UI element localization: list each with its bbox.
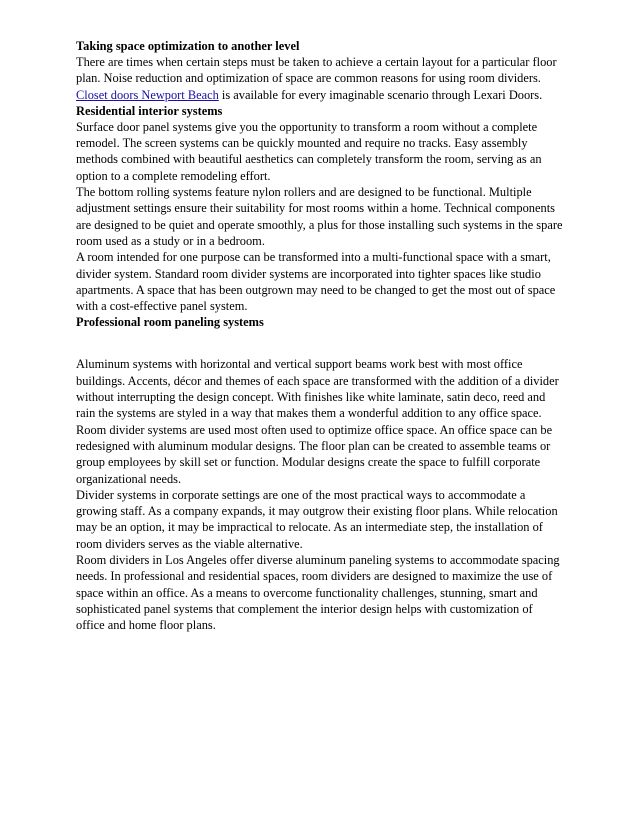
paragraph-los-angeles-dividers: Room dividers in Los Angeles offer diverse aluminum paneling systems to accommodate spacing needs. In professional and residential spaces, room dividers are designed to maximize the use of space within an office. As a means to overcome functionality challenges, stunning, smart and sophisticated panel systems that complement the interior design helps with customization of office and home floor plans.: [76, 553, 560, 633]
paragraph-text: is available for every imaginable scenario through Lexari Doors.: [218, 87, 543, 102]
paragraph-text: There are times when certain steps must be taken to achieve a certain layout for a particular floor plan. Noise reduction and optimization of space are common reasons for using room dividers.: [76, 55, 557, 86]
section-heading-residential: Residential interior systems: [76, 103, 223, 118]
paragraph-surface-door-panels: Surface door panel systems give you the opportunity to transform a room without a complete remodel. The screen systems can be quickly mounted and require no tracks. Easy assembly methods combined with beautiful aesthetics can completely transform the room, serving as an option to a complete remodeling effort.: [76, 119, 542, 183]
section-heading-professional: Professional room paneling systems: [76, 315, 264, 330]
paragraph-corporate-settings: Divider systems in corporate settings are one of the most practical ways to accommodate a growing staff. As a company expands, it may outgrow their existing floor plans. While relocation may be an option, it may be impractical to relocate. As an intermediate step, the installation of room dividers serves as the viable alternative.: [76, 487, 558, 551]
paragraph-multi-functional-space: A room intended for one purpose can be transformed into a multi-functional space with a smart, divider system. Standard room divider systems are incorporated into tighter spaces like studio apartments. A space that has been outgrown may need to be changed to get the most out of space with a cost-effective panel system.: [76, 250, 556, 314]
section-heading-space-optimization: Taking space optimization to another level: [76, 39, 300, 53]
closet-doors-link[interactable]: Closet doors Newport Beach: [76, 87, 219, 102]
paragraph-office-space: Room divider systems are used most often used to optimize office space. An office space can be redesigned with aluminum modular designs. The floor plan can be created to assemble teams or group employees by skill set or function. Modular designs create the space to fulfill corporate organizational needs.: [76, 422, 553, 486]
document-page: [76, 38, 564, 634]
paragraph-space-optimization: [76, 54, 564, 103]
paragraph-bottom-rolling-systems: The bottom rolling systems feature nylon rollers and are designed to be functional. Multiple adjustment settings ensure their suitability for most rooms within a home. Technical components are designed to be quiet and operate smoothly, a plus for those installing such systems in the spare room used as a study or in a bedroom.: [76, 185, 563, 248]
paragraph-aluminum-systems: Aluminum systems with horizontal and vertical support beams work best with most office buildings. Accents, décor and themes of each space are transformed with the addition of a divider without interrupting the design concept. With finishes like white laminate, satin deco, reed and rain the systems are styled in a way that makes them a wonderful addition to any office space.: [76, 357, 559, 421]
